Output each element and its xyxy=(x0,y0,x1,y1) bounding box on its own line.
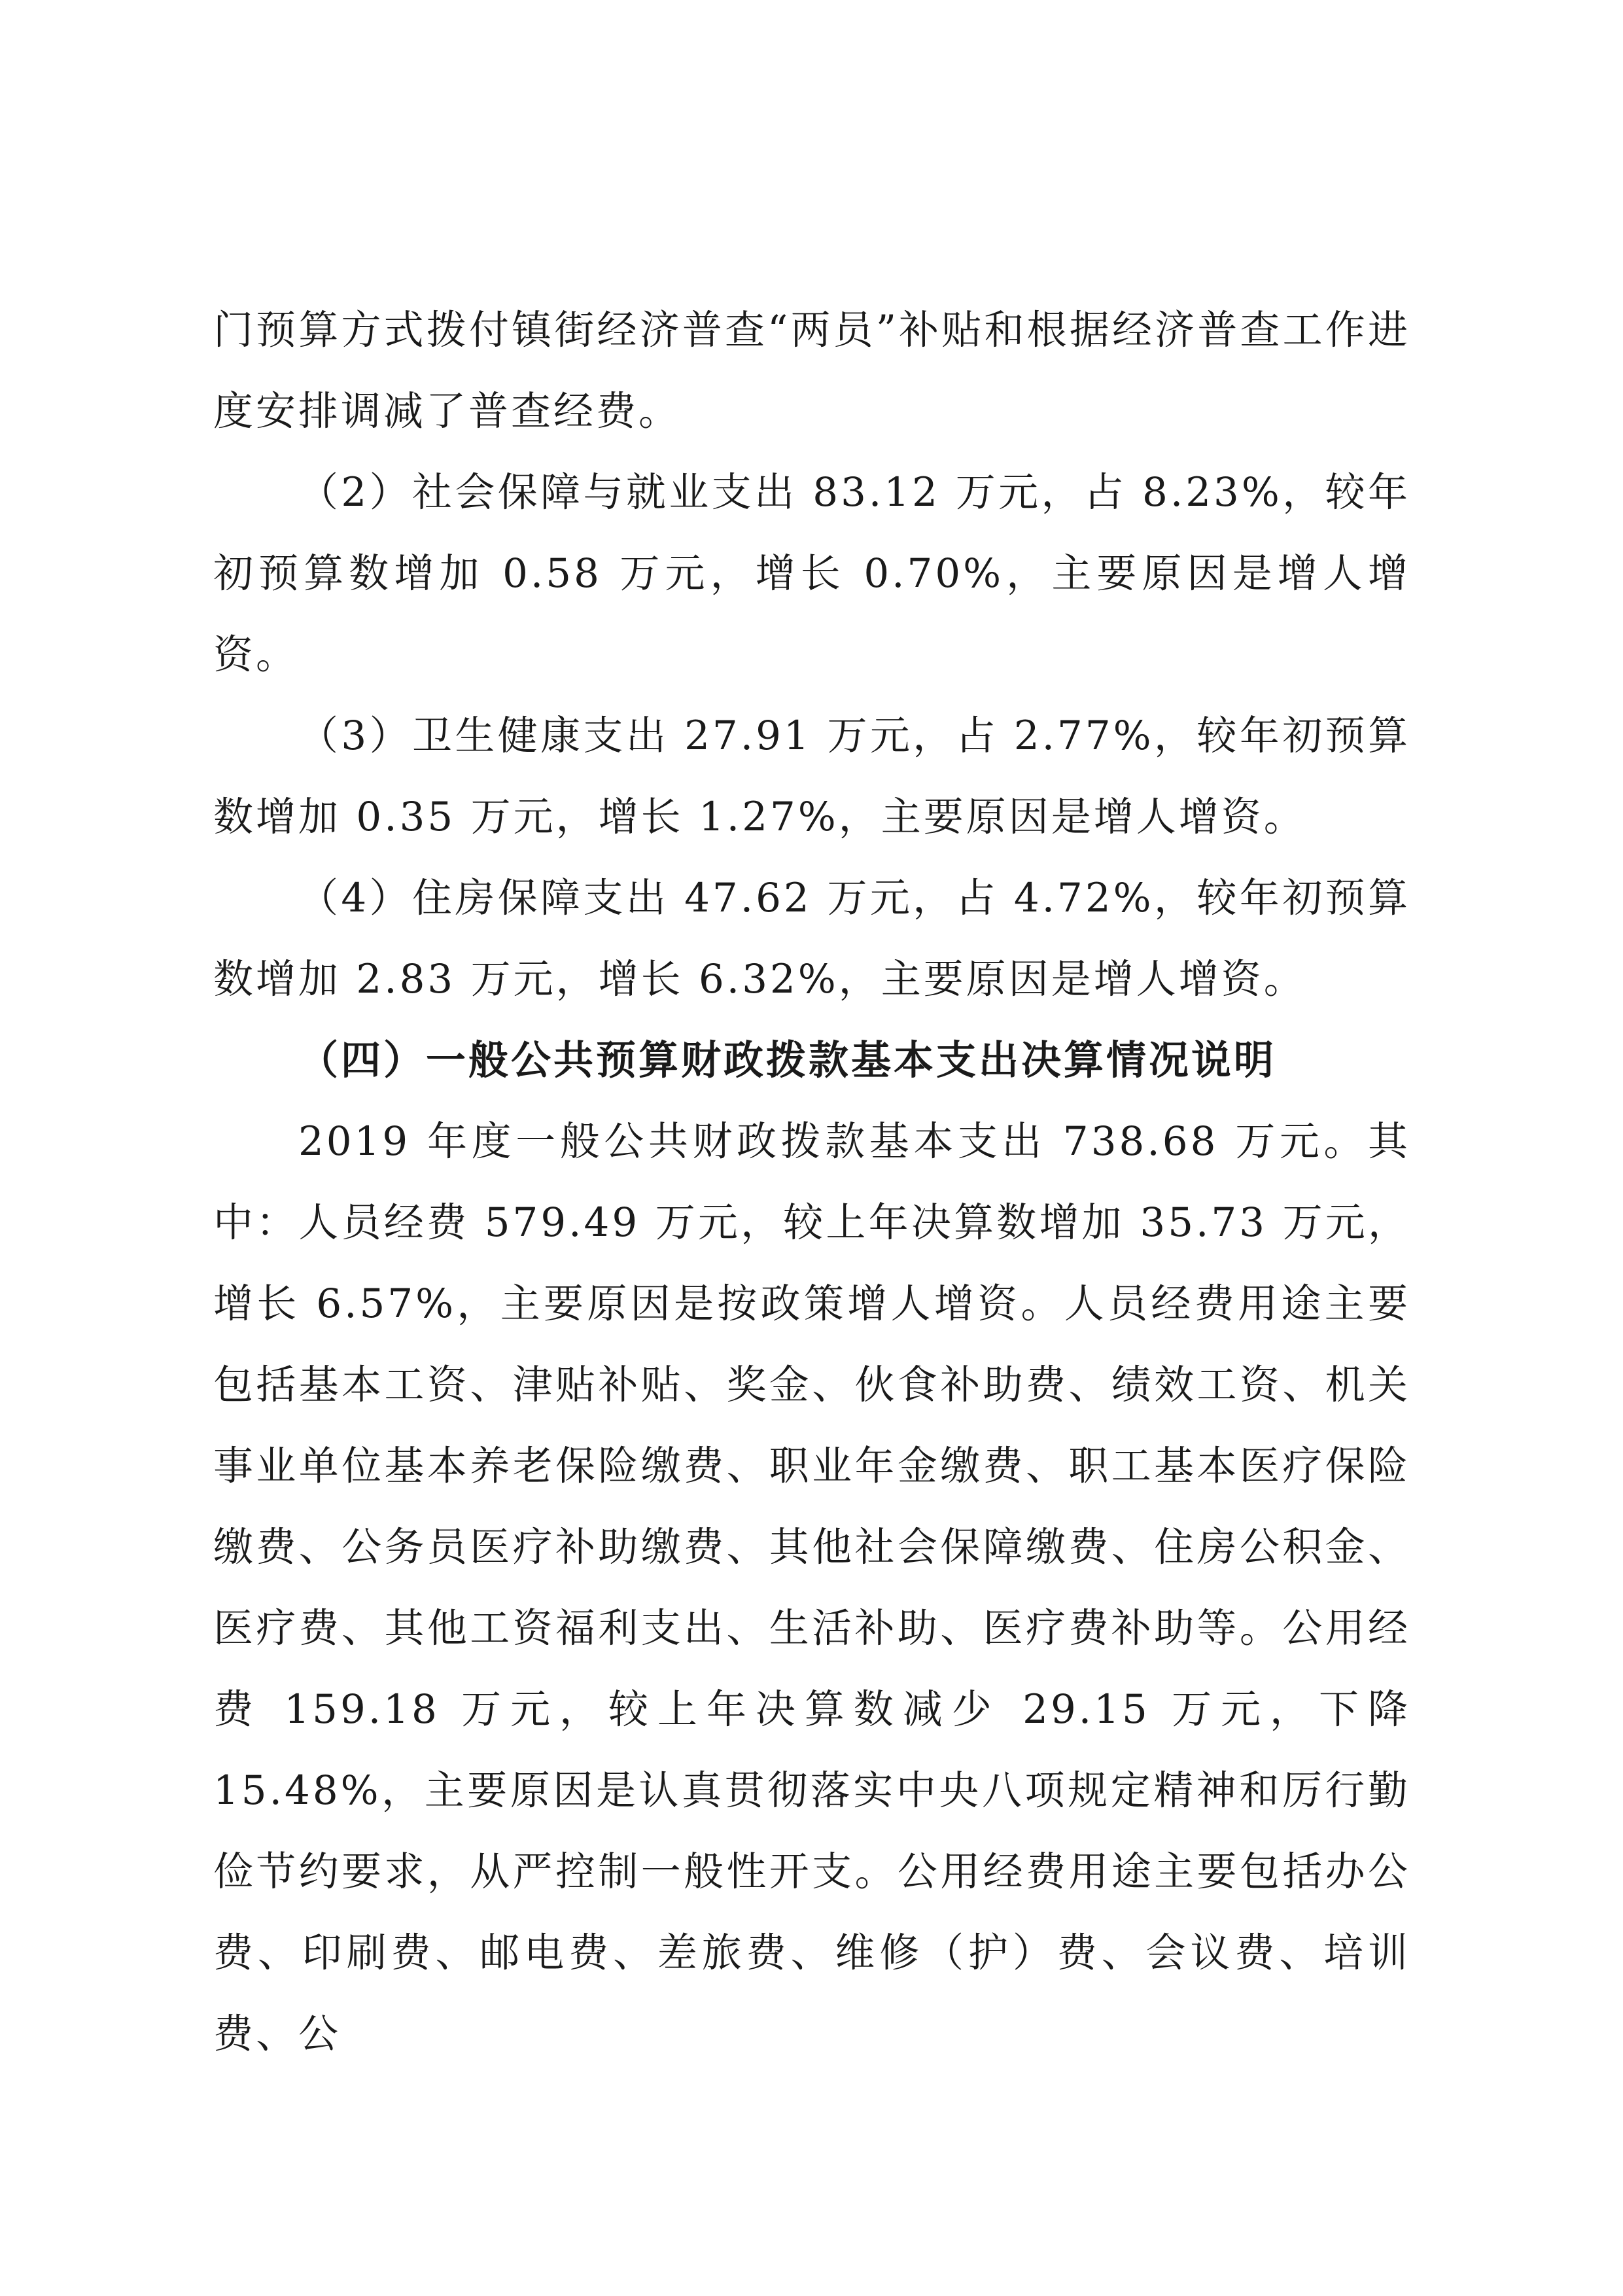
paragraph-continuation: 门预算方式拨付镇街经济普查“两员”补贴和根据经济普查工作进度安排调减了普查经费。 xyxy=(213,307,1410,434)
paragraph-basic-expenditure: 2019 年度一般公共财政拨款基本支出 738.68 万元。其中：人员经费 579.49 万元，较上年决算数增加 35.73 万元，增长 6.57%，主要原因是按政策增人增资。人员经费用途主要包括基本工资、津贴补贴、奖金、伙食补助费、绩效工资、机关事业单位基本养老保险缴费、职业年金缴费、职工基本医疗保险缴费、公务员医疗补助缴费、其他社会保障缴费、住房公积金、医疗费、其他工资福利支出、生活补助、医疗费补助等。公用经费 159.18 万元，较上年决算数减少 29.15 万元，下降 15.48%，主要原因是认真贯彻落实中央八项规定精神和厉行勤俭节约要求，从严控制一般性开支。公用经费用途主要包括办公费、印刷费、邮电费、差旅费、维修（护）费、会议费、培训费、公 xyxy=(213,1118,1410,2057)
paragraph-social-security: （2）社会保障与就业支出 83.12 万元，占 8.23%，较年初预算数增加 0.58 万元，增长 0.70%，主要原因是增人增资。 xyxy=(213,469,1410,678)
paragraph-housing: （4）住房保障支出 47.62 万元，占 4.72%，较年初预算数增加 2.83 万元，增长 6.32%，主要原因是增人增资。 xyxy=(213,875,1410,1002)
section-heading: （四）一般公共预算财政拨款基本支出决算情况说明 xyxy=(298,1037,1277,1084)
paragraph-health: （3）卫生健康支出 27.91 万元，占 2.77%，较年初预算数增加 0.35 万元，增长 1.27%，主要原因是增人增资。 xyxy=(213,713,1410,840)
document-body xyxy=(213,290,1410,2075)
